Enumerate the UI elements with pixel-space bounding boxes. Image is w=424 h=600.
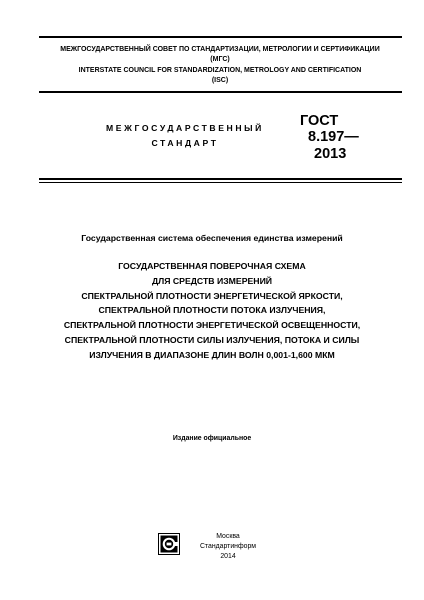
title-line: ГОСУДАРСТВЕННАЯ ПОВЕРОЧНАЯ СХЕМА	[118, 261, 306, 271]
title-line: ИЗЛУЧЕНИЯ В ДИАПАЗОНЕ ДЛИН ВОЛН 0,001-1,600 МКМ	[89, 349, 335, 360]
council-rule	[39, 91, 402, 93]
title-line: СПЕКТРАЛЬНОЙ ПЛОТНОСТИ СИЛЫ ИЗЛУЧЕНИЯ, ПОТОКА И СИЛЫ	[64, 334, 360, 345]
standard-label-line1: МЕЖГОСУДАРСТВЕННЫЙ	[106, 123, 264, 133]
standard-rule-thick	[39, 178, 402, 180]
gost-year: 2013	[314, 146, 347, 162]
interstate-standard-label	[105, 121, 265, 151]
standard-rule-thin	[39, 182, 402, 183]
council-block	[30, 45, 410, 86]
publisher-year: 2014	[220, 552, 236, 560]
system-name: Государственная система обеспечения единства измерений	[81, 233, 343, 243]
standard-label-line2: СТАНДАРТ	[151, 138, 219, 148]
title-line: ДЛЯ СРЕДСТВ ИЗМЕРЕНИЙ	[151, 275, 273, 286]
gost-number: 8.197—	[308, 129, 359, 145]
standartinform-logo-icon	[158, 533, 180, 555]
edition-label: Издание официальное	[172, 435, 252, 442]
gost-designation	[300, 113, 359, 162]
top-rule	[39, 36, 402, 38]
council-en-abbr: (ISC)	[211, 76, 229, 84]
council-en: INTERSTATE COUNCIL FOR STANDARDIZATION, METROLOGY AND CERTIFICATION	[78, 66, 362, 74]
publisher-city: Москва	[216, 533, 240, 540]
council-ru-abbr: (МГС)	[210, 56, 230, 64]
gost-prefix: ГОСТ	[300, 113, 339, 129]
title-line: СПЕКТРАЛЬНОЙ ПЛОТНОСТИ ЭНЕРГЕТИЧЕСКОЙ ЯРКОСТИ,	[81, 290, 343, 301]
council-ru: МЕЖГОСУДАРСТВЕННЫЙ СОВЕТ ПО СТАНДАРТИЗАЦИИ, МЕТРОЛОГИИ И СЕРТИФИКАЦИИ	[60, 46, 380, 53]
document-title	[20, 259, 404, 363]
publisher-name: Стандартинформ	[199, 542, 257, 550]
title-line: СПЕКТРАЛЬНОЙ ПЛОТНОСТИ ПОТОКА ИЗЛУЧЕНИЯ,	[98, 305, 326, 316]
title-line: СПЕКТРАЛЬНОЙ ПЛОТНОСТИ ЭНЕРГЕТИЧЕСКОЙ ОСВЕЩЕННОСТИ,	[63, 320, 361, 331]
publisher-block	[188, 532, 268, 561]
